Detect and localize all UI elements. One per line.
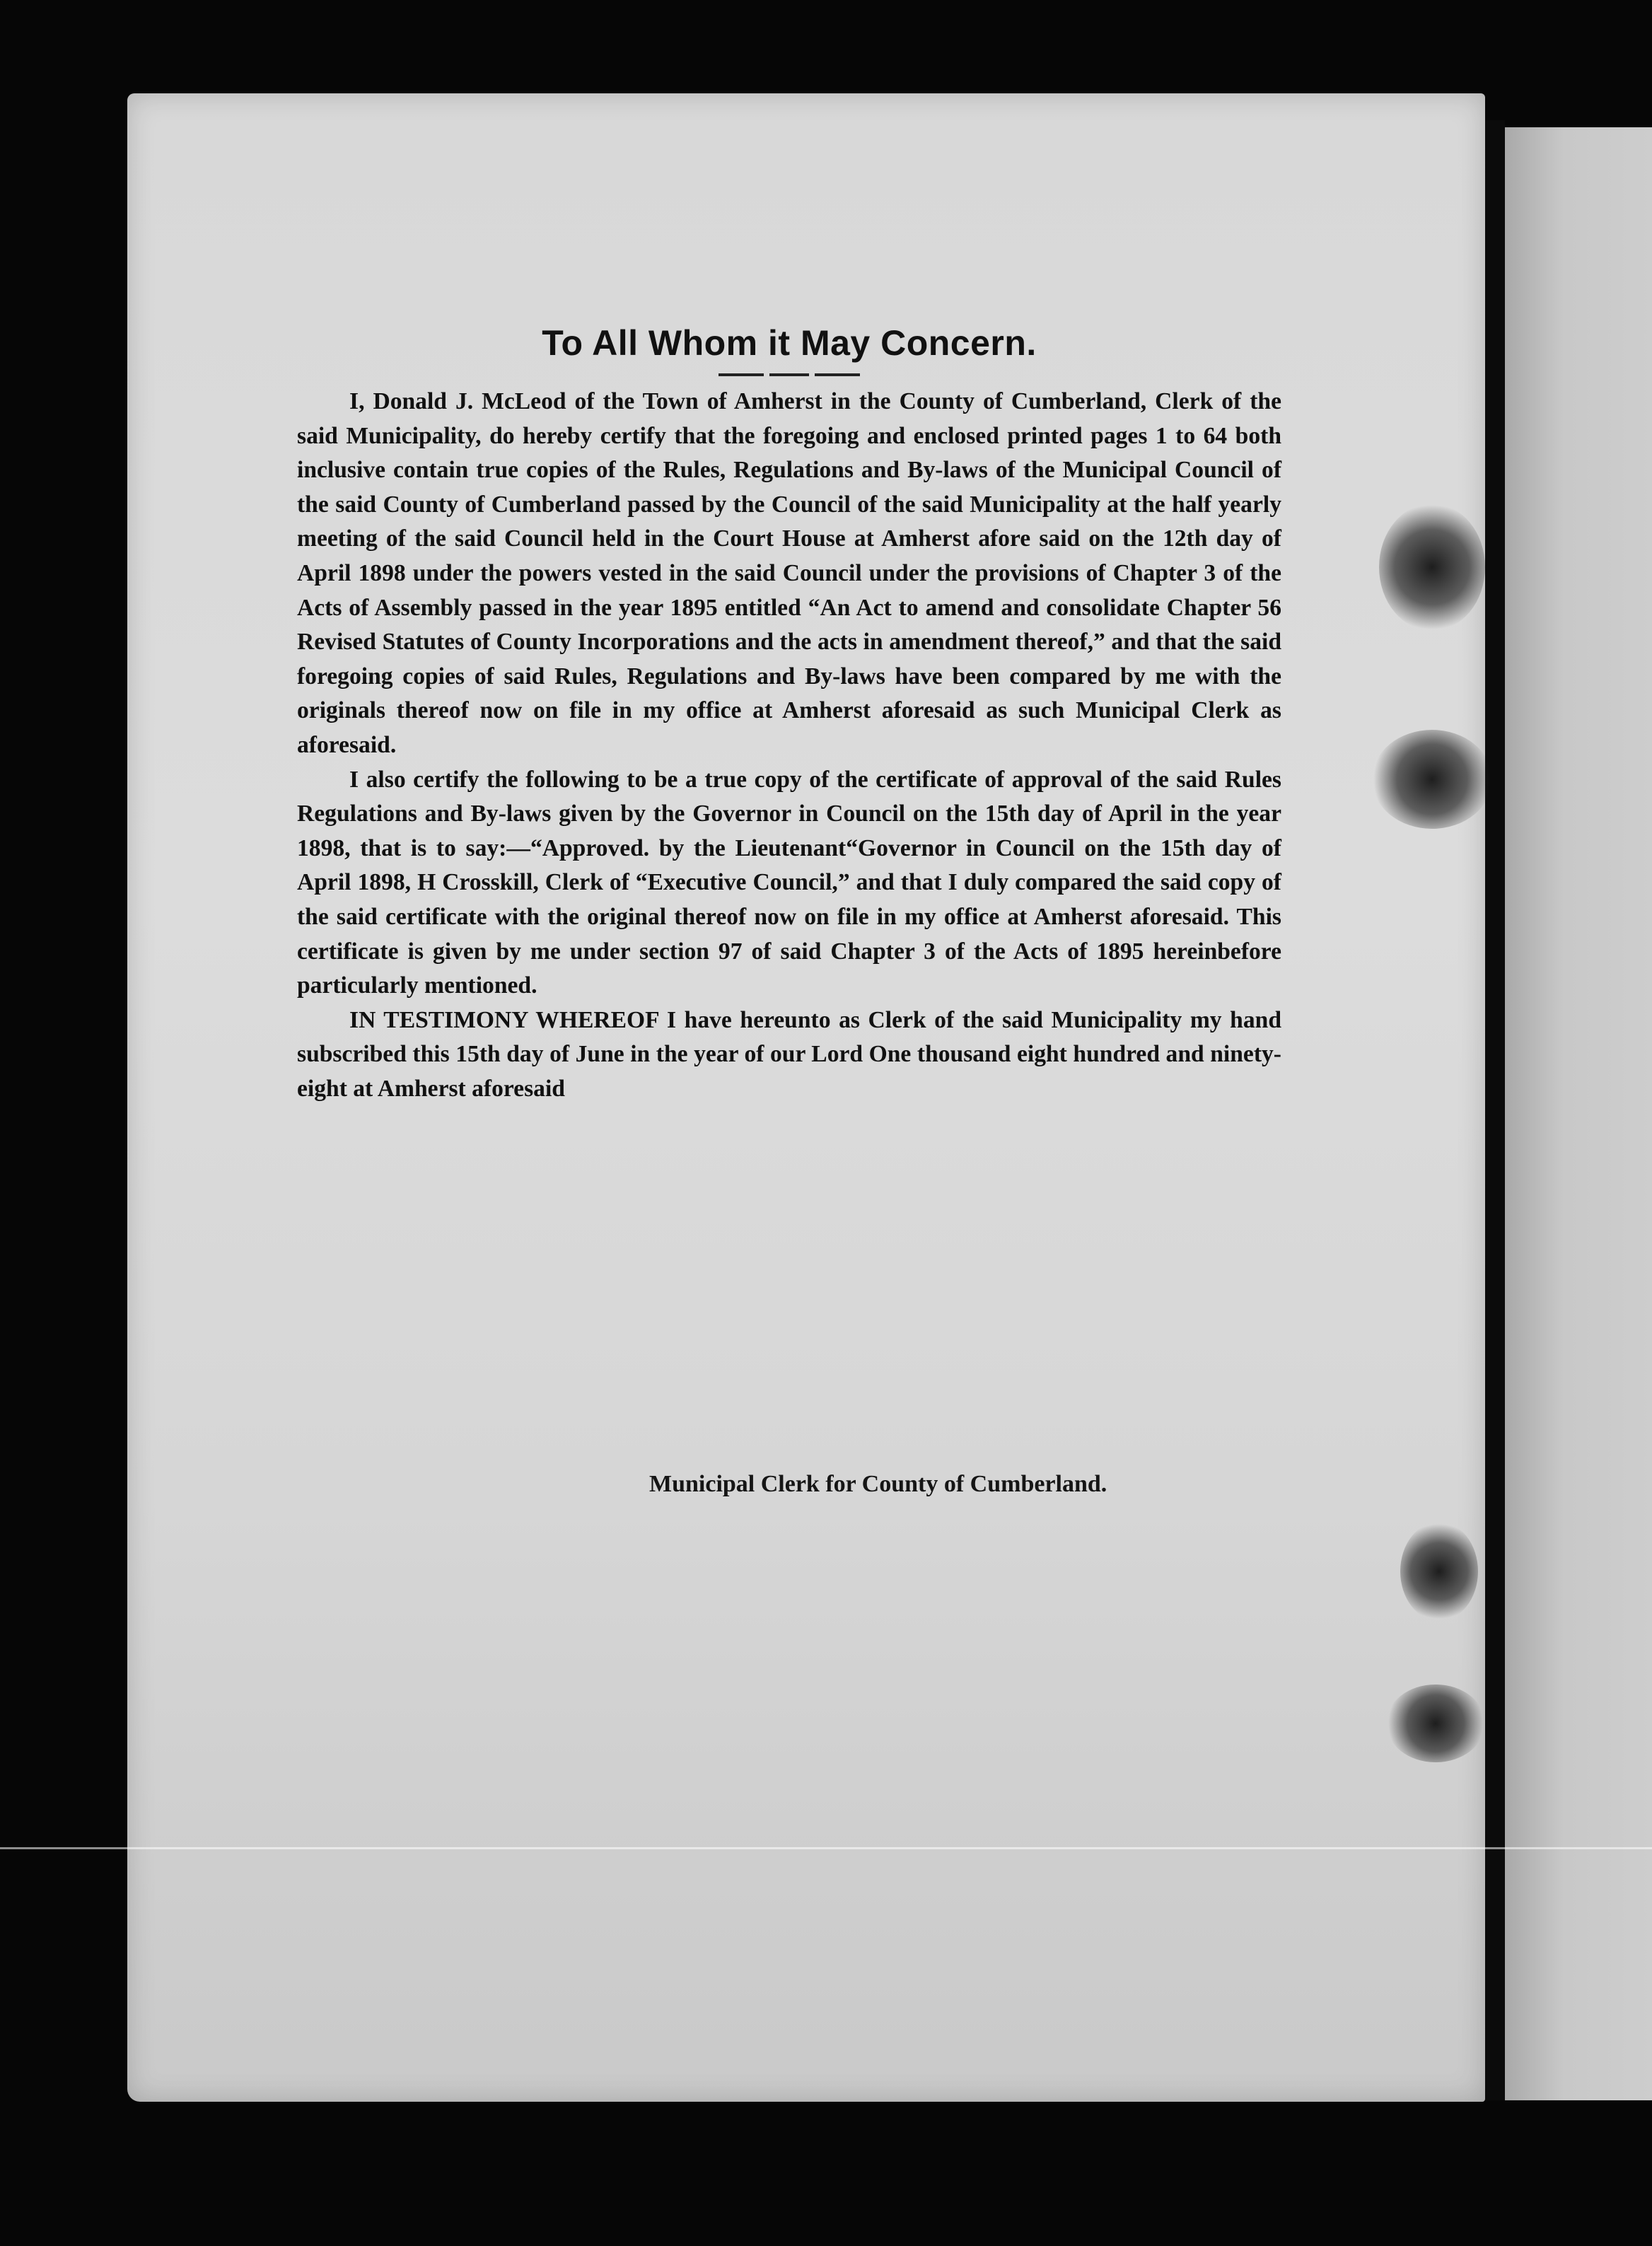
adjacent-page	[1505, 127, 1652, 2100]
ink-stain	[1379, 504, 1485, 631]
signature-line: Municipal Clerk for County of Cumberland.	[649, 1471, 1107, 1497]
ink-stain	[1400, 1522, 1478, 1621]
ink-stain	[1386, 1684, 1485, 1762]
document-title: To All Whom it May Concern.	[542, 323, 1037, 363]
document-body	[297, 311, 1281, 1106]
approval-paragraph: I also certify the following to be a true copy of the certificate of approval of the said Rules Regulations and By-laws given by the Governor in Council on the 15th day of April in the year 1898, that is to say:—“Approved. by the Lieutenant“Governor in Council on the 15th day of April 1898, H Crosskill, Clerk of “Executive Council,” and that I duly compared the said copy of the said certificate with the original thereof now on file in my office at Amherst aforesaid. This certificate is given by me under section 97 of said Chapter 3 of the Acts of 1895 hereinbefore particularly mentioned.	[297, 766, 1281, 999]
scan-artifact-line	[0, 1847, 1652, 1849]
title-rule	[297, 373, 1281, 376]
certification-paragraph: I, Donald J. McLeod of the Town of Amherst in the County of Cumberland, Clerk of the said Municipality, do hereby certify that the foregoing and enclosed printed pages 1 to 64 both inclusive contain true copies of the Rules, Regulations and By-laws of the Municipal Council of the said County of Cumberland passed by the Council of the said Municipality at the half yearly meeting of the said Council held in the Court House at Amherst afore said on the 12th day of April 1898 under the powers vested in the said Council under the provisions of Chapter 3 of the Acts of Assembly passed in the year 1895 entitled “An Act to amend and consolidate Chapter 56 Revised Statutes of County Incorporations and the acts in amendment thereof,” and that the said foregoing copies of said Rules, Regulations and By-laws have been compared by me with the originals thereof now on file in my office at Amherst aforesaid as such Municipal Clerk as aforesaid.	[297, 388, 1281, 758]
testimony-paragraph: IN TESTIMONY WHEREOF I have hereunto as Clerk of the said Municipality my hand subscribed this 15th day of June in the year of our Lord One thousand eight hundred and ninety-eight at Amherst aforesaid	[297, 1006, 1281, 1102]
ink-stain	[1372, 730, 1492, 829]
